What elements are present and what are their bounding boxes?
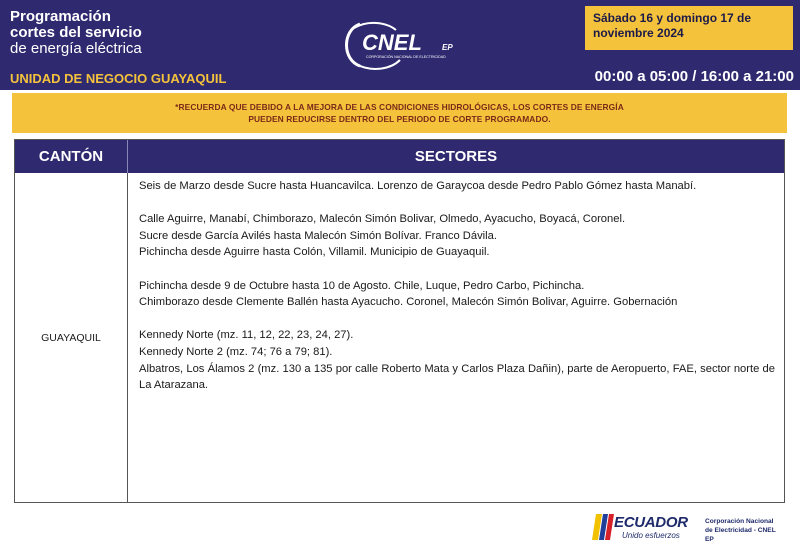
corp-line-2: de Electricidad - CNEL EP [705, 527, 776, 543]
ecuador-flag-icon [592, 514, 614, 540]
title-line-1: Programación [10, 8, 111, 25]
sector-line: Calle Aguirre, Manabí, Chimborazo, Malecón Simón Bolivar, Olmedo, Ayacucho, Boyacá, Coronel. [139, 213, 626, 226]
sector-line: Kennedy Norte (mz. 11, 12, 22, 23, 24, 27). [139, 329, 354, 342]
cnel-logo [338, 14, 468, 76]
header-sectors: SECTORES [414, 148, 498, 165]
date-badge [585, 6, 793, 50]
sector-paragraph [139, 327, 775, 393]
title-line-3: de energía eléctrica [10, 40, 142, 57]
sector-paragraph [139, 278, 775, 311]
schedule-table [14, 139, 785, 503]
page-title [10, 9, 142, 57]
sector-line: Chimborazo desde Clemente Ballén hasta Ayacucho. Coronel, Malecón Simón Bolivar, Aguirre. Gobernación [139, 296, 678, 309]
business-unit-label: UNIDAD DE NEGOCIO GUAYAQUIL [10, 71, 227, 86]
sector-line: Pichincha desde Aguirre hasta Colón, Villamil. Municipio de Guayaquil. [139, 246, 490, 259]
logo-suffix: EP [442, 43, 453, 52]
canton-cell: GUAYAQUIL [41, 331, 101, 344]
logo-text: CNEL [362, 30, 422, 55]
sector-line: Kennedy Norte 2 (mz. 74; 76 a 79; 81). [139, 345, 333, 358]
sector-line: Seis de Marzo desde Sucre hasta Huancavilca. Lorenzo de Garaycoa desde Pedro Pablo Gómez hasta Manabí. [139, 180, 697, 192]
sector-line: Albatros, Los Álamos 2 (mz. 130 a 135 por calle Roberto Mata y Carlos Plaza Dañin), parte de Aeropuerto, FAE, sector norte de La Atarazana. [139, 362, 775, 392]
sectors-cell [139, 178, 775, 410]
header-canton: CANTÓN [38, 148, 104, 165]
table-header [15, 140, 784, 173]
sector-line: Sucre desde García Avilés hasta Malecón Simón Bolívar. Franco Dávila. [139, 229, 497, 242]
date-line-2: noviembre 2024 [593, 26, 684, 40]
footer-logo [592, 511, 780, 545]
ecuador-brand: ECUADOR [614, 514, 688, 531]
logo-tagline: CORPORACIÓN NACIONAL DE ELECTRICIDAD [366, 55, 446, 59]
header-banner [0, 0, 800, 90]
sector-paragraph [139, 211, 775, 261]
notice-banner [12, 93, 787, 133]
date-line-1: Sábado 16 y domingo 17 de [593, 11, 752, 25]
title-line-2: cortes del servicio [10, 24, 142, 41]
notice-line-1: *RECUERDA QUE DEBIDO A LA MEJORA DE LAS CONDICIONES HIDROLÓGICAS, LOS CORTES DE ENERGÍA [175, 102, 624, 112]
corporation-name [705, 517, 780, 544]
ecuador-slogan: Unido esfuerzos [622, 531, 680, 540]
column-divider [127, 173, 128, 502]
corp-line-1: Corporación Nacional [705, 518, 774, 525]
time-range: 00:00 a 05:00 / 16:00 a 21:00 [594, 68, 794, 85]
sector-line: Pichincha desde 9 de Octubre hasta 10 de Agosto. Chile, Luque, Pedro Carbo, Pichincha. [139, 279, 585, 292]
notice-line-2: PUEDEN REDUCIRSE DENTRO DEL PERIODO DE CORTE PROGRAMADO. [248, 114, 551, 124]
sector-paragraph [139, 178, 775, 195]
